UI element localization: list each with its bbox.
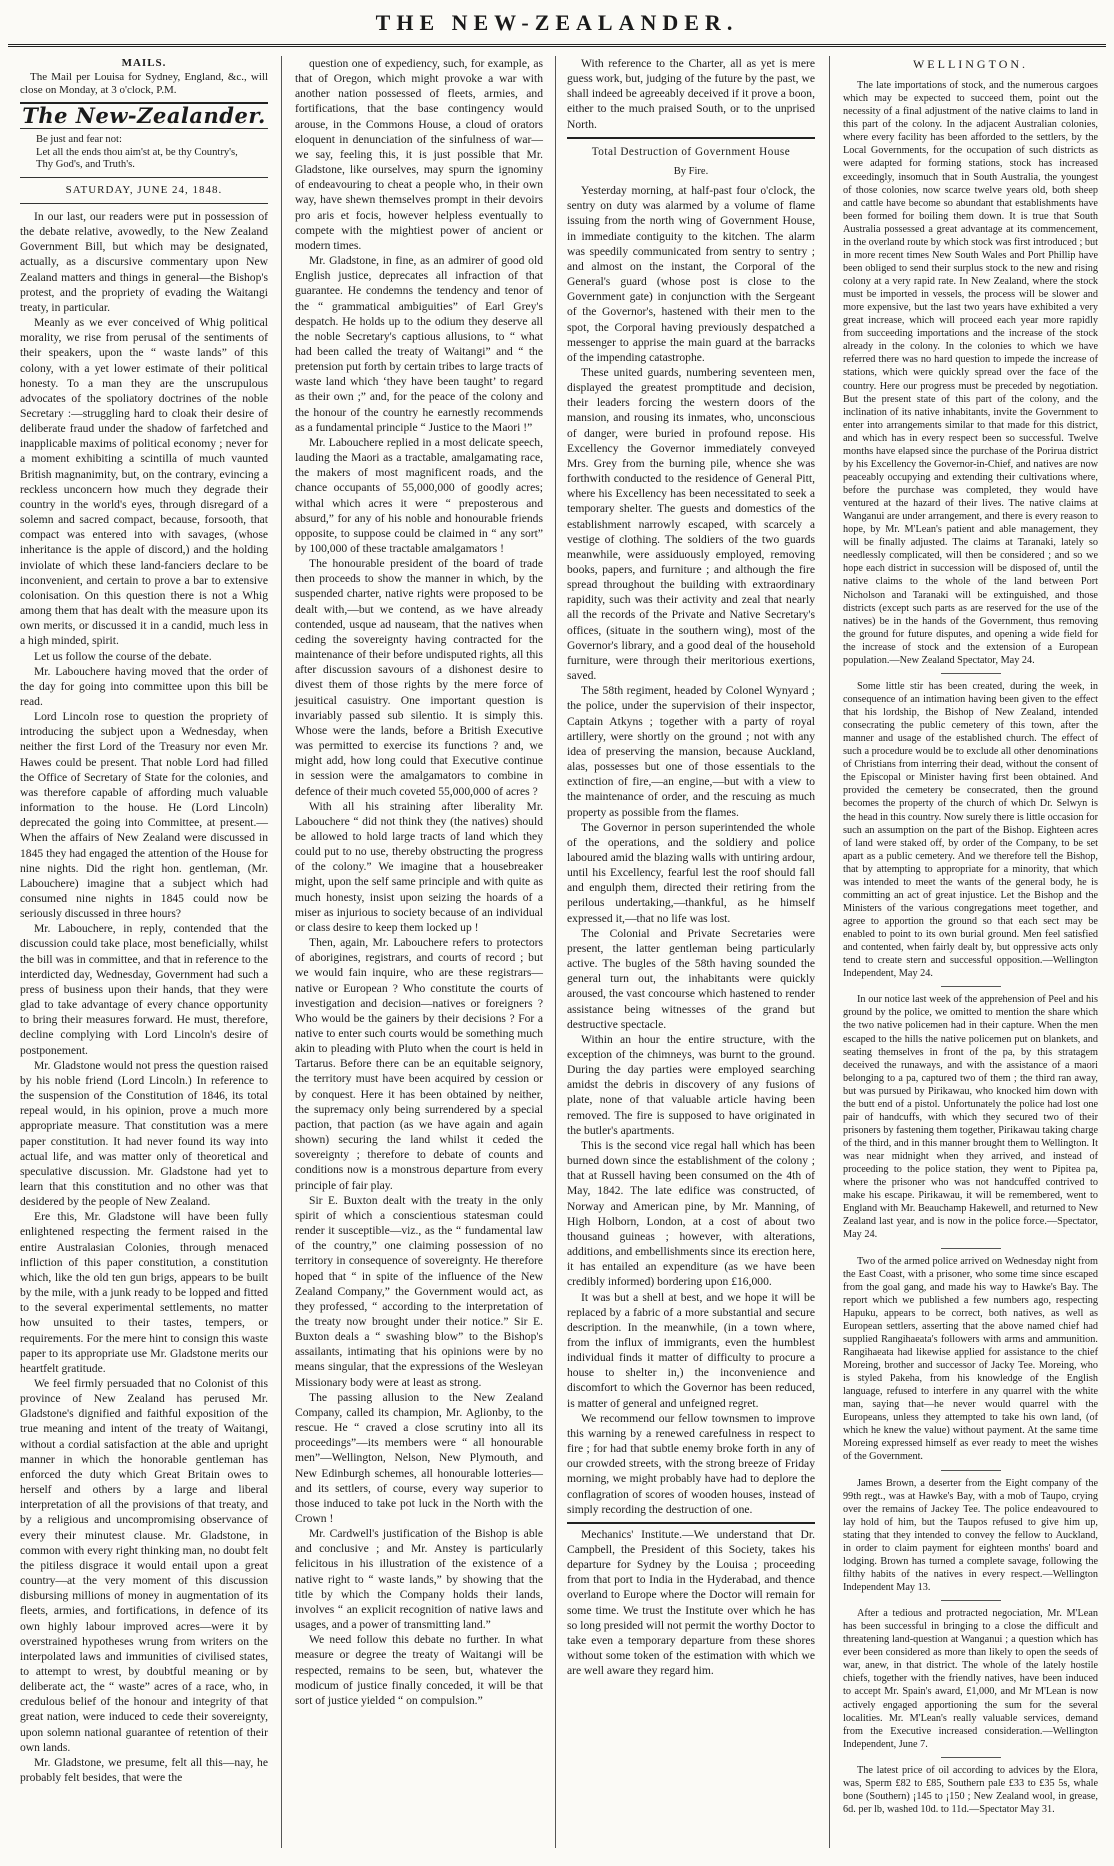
news-item: James Brown, a deserter from the Eight company of the 99th regt., was at Hawke's Bay, with a mob of Taupo, crying over the remains of Jackey Tee. The police endeavoured to lay hold of him, but the Taupos refused to give him up, stating that they intended to convey the fellow to Auckland, in order to claim payment for eighteen months' board and lodging. Brown has turned a complete savage, following the filthy habits of the natives in every respect.—Wellington Independent May 13. <box>843 1477 1098 1593</box>
article-paragraph: Within an hour the entire structure, with the exception of the chimneys, was burnt to the ground. During the day parties were employed searching amidst the debris in discovery of any fusions of plate, none of that valuable article having been removed. The fire is supposed to have originated in the butler's apartments. <box>567 1032 815 1137</box>
motto-line: Let all the ends thou aim'st at, be thy Country's, <box>36 146 238 158</box>
article-paragraph: The passing allusion to the New Zealand Company, called its champion, Mr. Aglionby, to the rescue. He “ craved a close scrutiny into all its proceedings”—its members were “ all honourable men”—Wellington, Nelson, New Plymouth, and New Edinburgh schemes, all honourable lotteries—and its settlers, of course, every way superior to those induced to take pot luck in the North with the Crown ! <box>295 1390 543 1525</box>
column-divider <box>829 56 830 1848</box>
column-divider <box>281 56 282 1848</box>
news-item: Some little stir has been created, during the week, in consequence of an intimation having been given to the effect that his lordship, the Bishop of New Zealand, intended consecrating the public cemetery of this town, after the manner and usage of the established church. The effect of such a procedure would be to exclude all other denominations of Christians from interring their dead, without the consent of the Episcopal or Minister having first been obtained. And provided the cemetery be consecrated, then the ground becomes the property of the church of which Dr. Selwyn is the head in this country. Now surely there is little occasion for such an assumption on the part of the Bishop. Eighteen acres of land were staked off, by order of the Company, to be set apart as a public cemetery. And we therefore tell the Bishop, that by attempting to appropriate for a minority, that which was intended to meet the wants of the general body, he is committing an act of great injustice. Let the Bishop and the Ministers of the various congregations meet together, and agree to apportion the ground so that each sect may be enabled to point to its own burial ground. Men feel satisfied and contented, when fairly dealt by, but oppressive acts only tend to create stern and successful opposition.—Wellington Independent, May 24. <box>843 680 1098 980</box>
article-paragraph: We recommend our fellow townsmen to improve this warning by a renewed carefulness in respect to fire ; for had that subtle enemy broke forth in any of our crowded streets, with the strong breeze of Friday morning, we might probably have had to deplore the conflagration of scores of wooden houses, instead of simply recording the destruction of one. <box>567 1411 815 1516</box>
article-paragraph: We feel firmly persuaded that no Colonist of this province of New Zealand has perused Mr. Gladstone's dignified and faithful exposition of the true meaning and intent of the treaty of Waitangi, without a cordial satisfaction at the able and upright manner in which the honorable gentleman has enforced the duty which Great Britain owes to herself and others by a large and liberal interpretation of all the provisions of that treaty, and by a religious and uncompromising observance of every their minutest clause. Mr. Gladstone, in common with every right thinking man, no doubt felt the pitiless disgrace it would entail upon a great country—at the very moment of this discussion disbursing millions of money in augmentation of its fleets, armies, and fortifications, in defence of its own highly labour improved acres—were it by overstrained hypotheses wrung from writers on the interpolated laws and immunities of civilised states, to attempt to wrest, by doubtful meaning or by deliberate act, the “ waste” acres of a race, who, in credulous belief of the honour and integrity of that great nation, were induced to cede their sovereignty, upon solemn national guarantee of retention of their own lands. <box>20 1377 268 1754</box>
news-item: Two of the armed police arrived on Wednesday night from the East Coast, with a prisoner, who some time since escaped from the goal gang, and made his way to Hawke's Bay. The report which we published a few numbers ago, respecting Hapuku, appears to be correct, both natives, as well as European settlers, asserting that the above named chief had supplied Rangihaeata's followers with arms and ammunition. Rangihaeata had likewise applied for assistance to the chief Moreing, brother and successor of Jacky Tee. Moreing, who is styled Pakeha, from his knowledge of the English language, refused to interfere in any quarrel with the white man, saying that—he never would quarrel with the Europeans, unless they attempted to take his own land, (of which he knew the value) without payment. At the same time Moreing expressed himself as ever ready to meet the wishes of the Government. <box>843 1255 1098 1463</box>
article-paragraph: Mr. Labouchere, in reply, contended that the discussion could take place, most beneficially, whilst the bill was in committee, and that in reference to the interdicted day, Wednesday, Government had such a press of business upon their hands, that they were glad to take advantage of every chance opportunity to bring their measures forward. He must, therefore, decline complying with Lord Lincoln's desire of postponement. <box>20 922 268 1057</box>
fire-article-body <box>567 183 815 1517</box>
column-2 <box>295 56 543 1708</box>
article-paragraph: Mr. Labouchere replied in a most delicate speech, lauding the Maori as a tractable, amalgamating race, the makers of most magnificent roads, and the chance occupants of 55,000,000 of goodly acres; withal which acres it were “ preposterous and absurd,” for any of his noble and honourable friends opposite, to suppose could be claimed in “ any sort” by 100,000 of these tractable amalgamators ! <box>295 435 543 555</box>
article-paragraph: Yesterday morning, at half-past four o'clock, the sentry on duty was alarmed by a volume of flame issuing from the north wing of Government House, in immediate contiguity to the kitchen. The alarm was speedily communicated from sentry to sentry ; and almost on the instant, the Corporal of the General's guard (whose post is close to the Government gate) in conjunction with the Sergeant of the Governor's, hastened with their men to the spot, the Corporal having previously despatched a messenger to apprise the main guard at the barracks of the impending catastrophe. <box>567 184 815 364</box>
news-item: The late importations of stock, and the numerous cargoes which may be expected to succeed them, point out the necessity of a final adjustment of the native claims to land in this part of the colony. In the adjacent Australian colonies, where every facility has been afforded to the settlers, by the Local Governments, for the occupation of such districts as were adapted for forming stations, stock has increased exceedingly, insomuch that in South Australia, the youngest of those colonies, now scarce twelve years old, both sheep and cattle have become so abundant that establishments have been formed for boiling them down. It is true that South Australia possessed a great advantage at its commencement, in the overland route by which stock was first introduced ; but in more recent times New South Wales and Port Phillip have been obliged to send their surplus stock to the new and rising colony at a very rapid rate. In New Zealand, where the stock must be imported in vessels, the process will be slower and more expensive, but the last two years have exhibited a very great increase, which will proceed each year more rapidly from succeeding importations and the increase of the stock already in the colony. In the colonies to which we have referred there was no hard question to impede the increase of stations, which were quickly spread over the face of the country. Here our progress must be preceded by negotiation. But the present state of this part of the colony, and the inclination of its native inhabitants, invite the Government to enter into arrangements similar to that made for this district, and which has in every respect been so successful. Twelve months have elapsed since the purchase of the Porirua district by his Excellency the Governor-in-Chief, and natives are now peaceably occupying and extending their cultivations where, before the purchase was completed, they would have ventured at the hazard of their lives. The native claims at Wanganui are under arrangement, and there is every reason to hope, by Mr. M'Lean's patient and able management, they will be finally adjusted. The claims at Taranaki, lately so needlessly complicated, will then be considered ; and so we hope each district in succession will be disposed of, until the native claims to the whole of the land between Port Nicholson and Taranaki will be extinguished, and those districts (except such parts as are reserved for the use of the natives) be in the hands of the Government, thus removing the ground for future disputes, and opening a wide field for the increase of stock and the extension of a European population.—New Zealand Spectator, May 24. <box>843 80 1098 666</box>
article-paragraph: Mr. Labouchere having moved that the order of the day for going into committee upon this bill be read. <box>20 664 268 708</box>
masthead-rule <box>8 44 1106 47</box>
article-paragraph: These united guards, numbering seventeen men, displayed the greatest promptitude and decision, their leaders forcing the western doors of the mansion, and rousing its inmates, who, unconscious of danger, were buried in profound repose. His Excellency the Governor immediately conveyed Mrs. Grey from the burning pile, whence she was forthwith conducted to the residence of General Pitt, where his Excellency has been necessitated to seek a temporary shelter. The guests and domestics of the establishment narrowly escaped, with scarcely a vestige of clothing. The soldiers of the two guards meanwhile, were assiduously employed, removing books, papers, and furniture ; and although the fire spread throughout the building with extraordinary rapidity, such was their activity and zeal that nearly all the records of the Private and Native Secretary's offices, (situate in the southern wing), most of the Governor's library, and a good deal of the household furniture, were through their meritorious exertions, saved. <box>567 365 815 683</box>
column-4 <box>843 56 1098 1816</box>
article-paragraph: Mr. Gladstone, in fine, as an admirer of good old English justice, deprecates all infraction of that guarantee. He condemns the tendency and tenor of the “ grammatical ambiguities” of Earl Grey's despatch. He holds up to the odium they deserve all the noble Secretary's captious allusions, to “ what had been called the treaty of Waitangi” and “ the pretension put forth by certain tribes to large tracts of waste land which ‘they have been taught’ to regard as their own ;” and, for the peace of the colony and the honour of the country he earnestly recommends as a fundamental principle “ Justice to the Maori !” <box>295 254 543 434</box>
article-paragraph: The Colonial and Private Secretaries were present, the latter gentleman being particularly active. The bugles of the 58th having sounded the general turn out, the inhabitants were quickly aroused, the vast concourse which hastened to render assistance being witnesses of the grand but destructive spectacle. <box>567 926 815 1031</box>
fire-article-subheading: By Fire. <box>673 165 709 177</box>
column-divider <box>555 56 556 1848</box>
article-paragraph: This is the second vice regal hall which has been burned down since the establishment of the colony ; that at Russell having been consumed on the 4th of May, 1842. The late edifice was constructed, of Norway and American pine, by Mr. Manning, of High Holborn, London, at a cost of about two thousand guineas ; however, with alterations, additions, and embellishments since its erection here, it has entailed an expenditure (as we have been credibly informed) bordering upon £16,000. <box>567 1138 815 1289</box>
motto-line: Be just and fear not: <box>36 134 122 146</box>
divider <box>20 128 268 129</box>
article-paragraph: question one of expediency, such, for example, as that of Oregon, which might provoke a war with another nation possessed of fleets, armies, and fortifications, that the base contingency would arouse, in the Commons House, a cloud of orators eloquent in denunciation of the sinfulness of war—we say, feeling this, it is just possible that Mr. Gladstone, like ourselves, may spurn the ignominy of endeavouring to cheat a people who, in their own way, have shewn themselves prompt in their devoirs pro aris et focis, however helpless eventually to compete with the mightiest power of ancient or modern times. <box>295 57 543 252</box>
article-paragraph: Mr. Gladstone would not press the question raised by his noble friend (Lord Lincoln.) In reference to the suspension of the Constitution of 1846, its total repeal would, in his opinion, prove a much more appropriate measure. That constitution was a mere paper constitution. It had never found its way into actual life, and was matter only of theoretical and speculative discussion. Mr. Gladstone had yet to learn that this constitution and no other was that desidered by the people of New Zealand. <box>20 1058 268 1209</box>
paper-title: The New-Zealander. <box>22 103 266 129</box>
item-separator <box>941 986 1001 987</box>
divider <box>567 1522 815 1524</box>
article-paragraph: Lord Lincoln rose to question the propriety of introducing the subject upon a Wednesday, when neither the first Lord of the Treasury nor even Mr. Hawes could be present. That noble Lord had filled the Office of Secretary of State for the colonies, and was therefore capable of affording much valuable information to the house. He (Lord Lincoln) deprecated the going into Committee, at present.—When the affairs of New Zealand were discussed in 1845 they had engaged the attention of the House for nine nights. Did the right hon. gentleman, (Mr. Labouchere) imagine that a subject which had consumed nine nights in 1845 could now be seriously discussed in three hours? <box>20 710 268 921</box>
article-paragraph: Then, again, Mr. Labouchere refers to protectors of aborigines, registrars, and courts of record ; but we would fain inquire, who are these registrars—native or European ? Who constitute the courts of investigation and decision—natives or foreigners ? Who would be the gainers by their decisions ? For a native to enter such courts would be something much akin to pleading with Pluto when the court is held in Tartarus. Before there can be an equitable seignory, the territory must have been acquired by cession or by conquest. Here it has been obtained by neither, the supremacy only being surrendered by a special paction, that paction (as we have again and again shown) securing the land whilst it ceded the sovereignty ; therefore to debate of counts and conditions now is a monstrous departure from every principle of fair play. <box>295 936 543 1192</box>
item-separator <box>941 1600 1001 1601</box>
article-paragraph: In our last, our readers were put in possession of the debate relative, avowedly, to the New Zealand Government Bill, but which may be designated, actually, as a discursive commentary upon New Zealand matters and things in general—the Bishop's protest, and the propriety of evading the Waitangi treaty, in particular. <box>20 209 268 314</box>
article-paragraph: Meanly as we ever conceived of Whig political morality, we rise from perusal of the sentiments of their speakers, upon the “ waste lands” of this colony, with a yet lower estimate of their political honesty. To a man they are the unscrupulous advocates of the spoliatory doctrines of the noble Secretary :—struggling hard to cloak their desire of deliberate fraud under the shadow of farfetched and inapplicable maxims of political economy ; never for a moment exhibiting a scintilla of much vaunted British magnanimity, but, on the contrary, evincing a reckless unconcern how much they degrade their country in the world's eyes, through disregard of a solemn and sacred compact, because, forsooth, that compact was entered into with savages, (whose inheritance is the apple of discord,) and the holding inviolate of which these land-fanciers declare to be inconvenient, and certain to prove a bar to extensive colonisation. On this question there is not a Whig among them that has dealt with the measure upon its own merits, or discussed it in a candid, much less in a high minded, spirit. <box>20 316 268 648</box>
article-paragraph: The honourable president of the board of trade then proceeds to show the manner in which, by the suspended charter, native rights were proposed to be dealt with,—but we contend, as we have already contended, usque ad nauseam, that the natives when ceding the sovereignty having contracted for the maintenance of their before undisputed rights, all this after discussion savours of a dishonest desire to divest them of those rights by the mere force of jesuitical casuistry. One important question is invariably passed sub silentio. It is simply this. Whose were the lands, before a British Executive was permitted to exercise its functions ? and, we might add, how long could that Executive continue in session were the amalgamators to combine in defence of their much coveted 55,000,000 of acres ? <box>295 557 543 798</box>
column-1 <box>20 56 268 1785</box>
charter-paragraph: With reference to the Charter, all as yet is mere guess work, but, judging of the future by the past, we shall indeed be agreeably deceived if it prove a boon, either to the much praised South, or to the unprised North. <box>567 57 815 131</box>
article-paragraph: It was but a shell at best, and we hope it will be replaced by a fabric of a more substantial and secure description. In the meanwhile, (in a town where, from the influx of immigrants, even the humblest individual finds it matter of difficulty to procure a house to shelter in,) the inconvenience and discomfort to which the Governor has been reduced, is matter of general and unfeigned regret. <box>567 1290 815 1410</box>
mechanics-institute-paragraph: Mechanics' Institute.—We understand that Dr. Campbell, the President of this Society, takes his departure for Sydney by the Louisa ; proceeding from that port to India in the Hyderabad, and thence overland to Europe where the Doctor will remain for some time. We trust the Institute over which he has so long presided will not permit the worthy Doctor to take even a temporary departure from these shores without some token of the estimation with which we are well aware they regard him. <box>567 1527 815 1678</box>
wellington-heading: WELLINGTON. <box>912 57 1029 71</box>
article-paragraph: Mr. Cardwell's justification of the Bishop is able and conclusive ; and Mr. Anstey is particularly felicitous in his illustration of the existence of a native right to “ waste lands,” by showing that the title by which the Company holds their lands, involves “ an explicit recognition of native laws and usages, and a power of transmitting land.” <box>295 1527 543 1632</box>
item-separator <box>941 1757 1001 1758</box>
item-separator <box>941 673 1001 674</box>
news-item: In our notice last week of the apprehension of Peel and his ground by the police, we omitted to mention the share which the two native policemen had in their capture. When the men escaped to the hills the native policemen put on blankets, and seating themselves in front of the pa, by this stratagem deceived the runaways, and with the assistance of a maori belonging to a pa, captured two of them ; the third ran away, but was pursued by Pirikawau, who knocked him down with the butt end of a pistol. Unfortunately the police had lost one pair of handcuffs, with which they secured two of their prisoners by fastening them together, Pirikawau taking charge of the third, and in this manner brought them to Wellington. It was near midnight when they arrived, and instead of proceeding to the police station, they went to Pipitea pa, where the prisoner who was not handcuffed contrived to make his escape. Pirikawau, it will be remembered, went to England with Mr. Beauchamp Hakewell, and returned to New Zealand last year, and is now in the police force.—Spectator, May 24. <box>843 994 1098 1241</box>
wellington-news-body <box>843 79 1098 1816</box>
article-paragraph: The 58th regiment, headed by Colonel Wynyard ; the police, under the supervision of their inspector, Captain Atkyns ; together with a party of royal artillery, were shortly on the ground ; not with any idea of preserving the mansion, because Auckland, alas, possesses but one of those essentials to the extinction of fire,—an engine,—but with a view to the maintenance of order, and the rescuing as much property as possible from the flames. <box>567 684 815 819</box>
article-paragraph: We need follow this debate no further. In what measure or degree the treaty of Waitangi will be respected, remains to be seen, but, whatever the modicum of justice finally conceded, it will be that sort of justice yielded “ on compulsion.” <box>295 1633 543 1707</box>
editorial-body <box>20 209 268 1785</box>
news-item: After a tedious and protracted negociation, Mr. M'Lean has been successful in bringing to a close the difficult and threatening land-question at Wanganui ; a question which has ever been considered as more than likely to open the seeds of war, anew, in that district. The whole of the lately hostile chiefs, together with the friendly natives, have been induced to accept Mr. Spain's award, £1,000, and Mr M'Lean is now actively engaged apportioning the sum for the several localities. Mr. M'Lean's really valuable services, demand from the Executive increased consideration.—Wellington Independent, June 7. <box>843 1608 1098 1750</box>
dateline: SATURDAY, JUNE 24, 1848. <box>65 183 223 196</box>
article-paragraph: Ere this, Mr. Gladstone will have been fully enlightened respecting the ferment raised in the entire Australasian Colonies, through menaced infliction of this paper constitution, a constitution which, like the old ten gun brigs, appears to be built by the mile, with a junk ready to be lopped and fitted to the several experimental settlements, no matter how unsuited to their tastes, tempers, or requirements. For the mere hint to consign this waste paper to its appropriate use Mr. Gladstone merits our heartfelt gratitude. <box>20 1210 268 1375</box>
article-paragraph: Mr. Gladstone, we presume, felt all this—nay, he probably felt besides, that were the <box>20 1755 268 1785</box>
item-separator <box>941 1248 1001 1249</box>
article-paragraph: Let us follow the course of the debate. <box>34 649 212 663</box>
motto-line: Thy God's, and Truth's. <box>36 159 135 171</box>
item-separator <box>941 1470 1001 1471</box>
fire-article-heading: Total Destruction of Government House <box>591 145 791 158</box>
article-paragraph: With all his straining after liberality Mr. Labouchere “ did not think they (the natives) should be allowed to hold large tracts of land which they could put to no use, thereby obstructing the progress of the colony.” We imagine that a housebreaker might, upon the self same principle and with quite as much honesty, insist upon seizing the hoards of a miser as injurious to society because of an individual or class desire to keep them locked up ! <box>295 799 543 934</box>
mails-notice: The Mail per Louisa for Sydney, England, &c., will close on Monday, at 3 o'clock, P.M. <box>20 71 268 97</box>
mails-heading: MAILS. <box>121 57 167 69</box>
news-item: The latest price of oil according to advices by the Elora, was, Sperm £82 to £85, Southern pale £33 to £35 5s, whale bone (Southern) ¡145 to ¡150 ; New Zealand wool, in grease, 6d. per lb, washed 10d. to 11d.—Spectator May 31. <box>843 1764 1098 1815</box>
newspaper-masthead: THE NEW-ZEALANDER. <box>375 10 739 35</box>
divider <box>567 137 815 139</box>
column-3 <box>567 56 815 1678</box>
divider <box>20 177 268 178</box>
editorial-continued <box>295 56 543 1708</box>
article-paragraph: Sir E. Buxton dealt with the treaty in the only spirit of which a conscientious statesman could render it susceptible—viz., as the “ fundamental law of the country,” one claiming possession of no territory in consequence of sovereignty. He therefore hoped that “ in spite of the influence of the New Zealand Company,” the Government would act, as they professed, “ according to the interpretation of the treaty now brought under their notice.” Sir E. Buxton deals a “ swashing blow” to the Bishop's assailants, intimating that his opinions were by no means singular, that the expressions of the Wesleyan Missionary body were at least as strong. <box>295 1193 543 1389</box>
divider <box>20 203 268 204</box>
article-paragraph: The Governor in person superintended the whole of the operations, and the soldiery and police laboured amid the blazing walls with untiring ardour, until his Excellency, fearful lest the roof should fall and engulph them, directed their retiring from the perilous undertaking,—thankful, as he himself expressed it,—that no life was lost. <box>567 820 815 925</box>
